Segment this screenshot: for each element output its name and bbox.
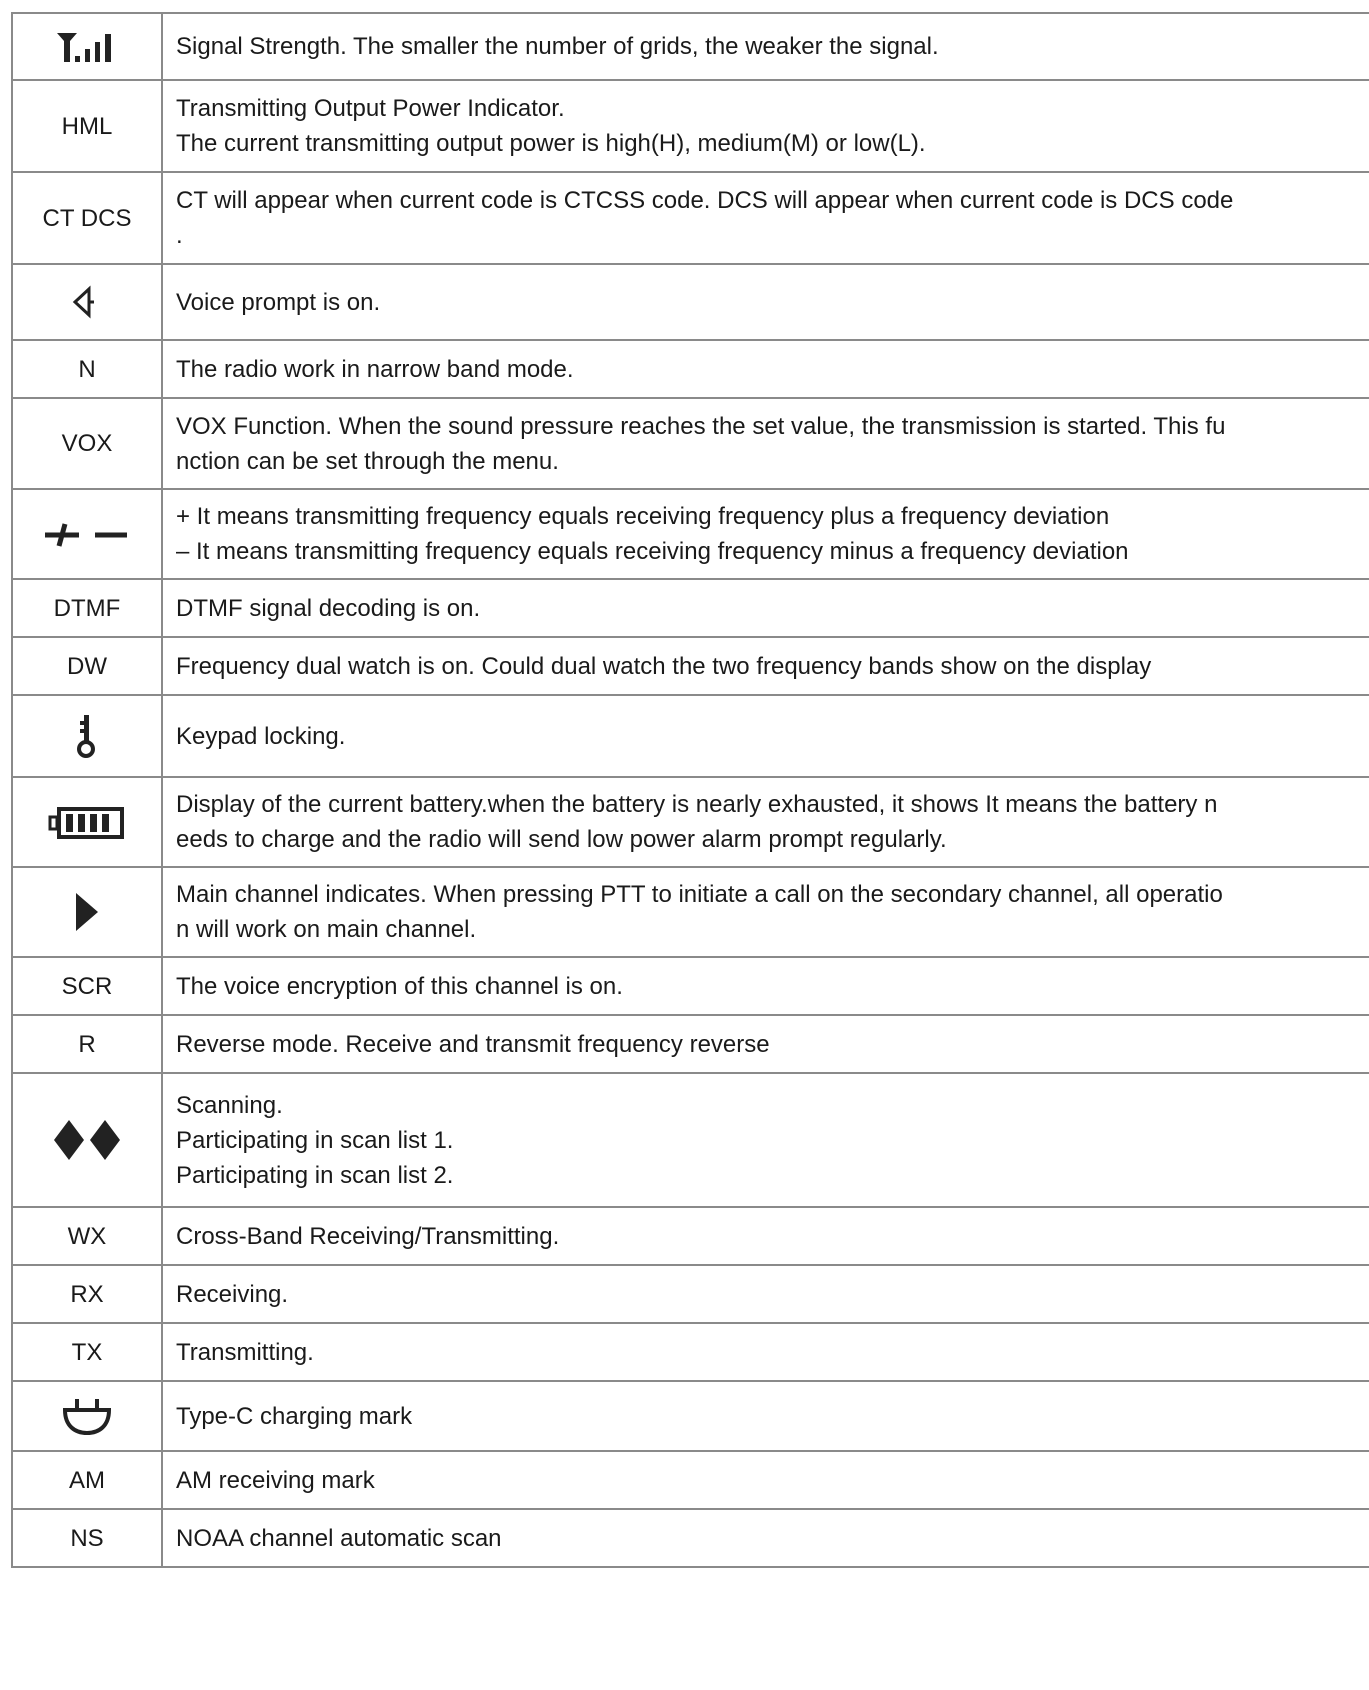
description-cell bbox=[162, 695, 1369, 777]
description-line: The radio work in narrow band mode. bbox=[176, 355, 574, 383]
icon-label: R bbox=[78, 1030, 96, 1058]
table-row bbox=[12, 264, 1369, 340]
table-row bbox=[12, 867, 1369, 957]
table-row bbox=[12, 172, 1369, 264]
icon-cell bbox=[12, 1451, 162, 1509]
description-line: Frequency dual watch is on. Could dual watch the two frequency bands show on the display bbox=[176, 652, 1152, 680]
description-cell bbox=[162, 80, 1369, 172]
icon-label: CT DCS bbox=[42, 204, 132, 232]
icon-cell bbox=[12, 867, 162, 957]
description-line: The current transmitting output power is high(H), medium(M) or low(L). bbox=[176, 130, 926, 157]
icon-cell bbox=[12, 957, 162, 1015]
description-line: Transmitting. bbox=[176, 1338, 314, 1366]
table-row bbox=[12, 695, 1369, 777]
icon-cell bbox=[12, 579, 162, 637]
icon-label: VOX bbox=[61, 430, 113, 457]
table-row bbox=[12, 1265, 1369, 1323]
signal-strength-icon bbox=[55, 33, 119, 60]
table-row bbox=[12, 1381, 1369, 1451]
icon-label: N bbox=[78, 355, 96, 383]
description-line: VOX Function. When the sound pressure reaches the set value, the transmission is started. This fu bbox=[176, 412, 1226, 440]
description-cell bbox=[162, 777, 1369, 867]
diamonds-icon bbox=[50, 1125, 124, 1152]
description-line: Scanning. bbox=[176, 1091, 283, 1119]
description-cell bbox=[162, 1265, 1369, 1323]
icon-cell bbox=[12, 398, 162, 489]
description-cell bbox=[162, 398, 1369, 489]
description-cell bbox=[162, 637, 1369, 695]
description-cell bbox=[162, 867, 1369, 957]
description-cell bbox=[162, 1073, 1369, 1207]
description-cell bbox=[162, 13, 1369, 80]
description-line: eeds to charge and the radio will send low power alarm prompt regularly. bbox=[176, 826, 947, 853]
description-cell bbox=[162, 1509, 1369, 1567]
icon-label: DTMF bbox=[53, 594, 121, 622]
table-row bbox=[12, 1509, 1369, 1567]
table-row bbox=[12, 1015, 1369, 1073]
description-line: Participating in scan list 2. bbox=[176, 1161, 454, 1189]
icon-cell bbox=[12, 1207, 162, 1265]
description-line: The voice encryption of this channel is on. bbox=[176, 972, 623, 1000]
description-cell bbox=[162, 1323, 1369, 1381]
icon-label: AM bbox=[69, 1466, 105, 1494]
plus-minus-icon bbox=[41, 521, 133, 548]
description-line: Type-C charging mark bbox=[176, 1402, 413, 1430]
description-line: Voice prompt is on. bbox=[176, 288, 381, 316]
description-line: Keypad locking. bbox=[176, 722, 346, 750]
description-line: Receiving. bbox=[176, 1280, 289, 1308]
table-row bbox=[12, 777, 1369, 867]
icon-cell bbox=[12, 1265, 162, 1323]
key-icon bbox=[72, 721, 102, 748]
table-row bbox=[12, 957, 1369, 1015]
icon-cell bbox=[12, 637, 162, 695]
icon-cell bbox=[12, 777, 162, 867]
table-row bbox=[12, 1323, 1369, 1381]
icon-label: HML bbox=[61, 112, 113, 140]
description-line: n will work on main channel. bbox=[176, 916, 477, 943]
description-cell bbox=[162, 957, 1369, 1015]
description-cell bbox=[162, 489, 1369, 579]
description-cell bbox=[162, 172, 1369, 264]
description-line: Transmitting Output Power Indicator. bbox=[176, 95, 565, 122]
table-row bbox=[12, 637, 1369, 695]
description-line: + It means transmitting frequency equals receiving frequency plus a frequency deviation bbox=[176, 503, 1110, 530]
icon-cell bbox=[12, 264, 162, 340]
description-cell bbox=[162, 579, 1369, 637]
description-line: Main channel indicates. When pressing PTT to initiate a call on the secondary channel, all operatio bbox=[176, 881, 1223, 908]
table-row bbox=[12, 80, 1369, 172]
table-row bbox=[12, 398, 1369, 489]
icon-label: WX bbox=[67, 1222, 107, 1250]
description-line: Signal Strength. The smaller the number of grids, the weaker the signal. bbox=[176, 33, 939, 60]
battery-icon bbox=[48, 808, 126, 835]
description-line: Cross-Band Receiving/Transmitting. bbox=[176, 1222, 560, 1250]
description-cell bbox=[162, 1207, 1369, 1265]
table-row bbox=[12, 1073, 1369, 1207]
charging-plug-icon bbox=[61, 1401, 113, 1428]
icon-cell bbox=[12, 489, 162, 579]
description-cell bbox=[162, 1381, 1369, 1451]
icon-cell bbox=[12, 1509, 162, 1567]
table-row bbox=[12, 579, 1369, 637]
description-line: Participating in scan list 1. bbox=[176, 1126, 454, 1154]
description-line: CT will appear when current code is CTCSS code. DCS will appear when current code is DCS code bbox=[176, 187, 1234, 214]
icon-label: DW bbox=[67, 652, 107, 680]
description-line: DTMF signal decoding is on. bbox=[176, 594, 481, 622]
icon-cell bbox=[12, 172, 162, 264]
icon-cell bbox=[12, 695, 162, 777]
table-row bbox=[12, 489, 1369, 579]
icon-cell bbox=[12, 1323, 162, 1381]
icon-label: RX bbox=[70, 1280, 104, 1308]
table-row bbox=[12, 13, 1369, 80]
icon-label: TX bbox=[71, 1338, 103, 1366]
description-line: AM receiving mark bbox=[176, 1466, 375, 1494]
description-line: nction can be set through the menu. bbox=[176, 447, 559, 475]
icon-cell bbox=[12, 80, 162, 172]
table-row bbox=[12, 1451, 1369, 1509]
description-cell bbox=[162, 264, 1369, 340]
icon-label: SCR bbox=[61, 972, 113, 1000]
icon-cell bbox=[12, 1015, 162, 1073]
description-line: . bbox=[176, 222, 183, 249]
description-line: NOAA channel automatic scan bbox=[176, 1524, 502, 1552]
description-cell bbox=[162, 340, 1369, 398]
table-row bbox=[12, 340, 1369, 398]
description-line: Display of the current battery.when the battery is nearly exhausted, it shows It means the battery n bbox=[176, 791, 1218, 818]
description-line: Reverse mode. Receive and transmit frequency reverse bbox=[176, 1030, 770, 1058]
icon-cell bbox=[12, 340, 162, 398]
icon-cell bbox=[12, 1381, 162, 1451]
icon-cell bbox=[12, 1073, 162, 1207]
description-cell bbox=[162, 1015, 1369, 1073]
icon-label: NS bbox=[70, 1524, 104, 1552]
icon-legend-table bbox=[11, 12, 1369, 1568]
speaker-icon bbox=[67, 287, 107, 314]
description-line: – It means transmitting frequency equals receiving frequency minus a frequency deviation bbox=[176, 538, 1129, 565]
triangle-right-icon bbox=[72, 897, 102, 924]
icon-cell bbox=[12, 13, 162, 80]
description-cell bbox=[162, 1451, 1369, 1509]
table-row bbox=[12, 1207, 1369, 1265]
